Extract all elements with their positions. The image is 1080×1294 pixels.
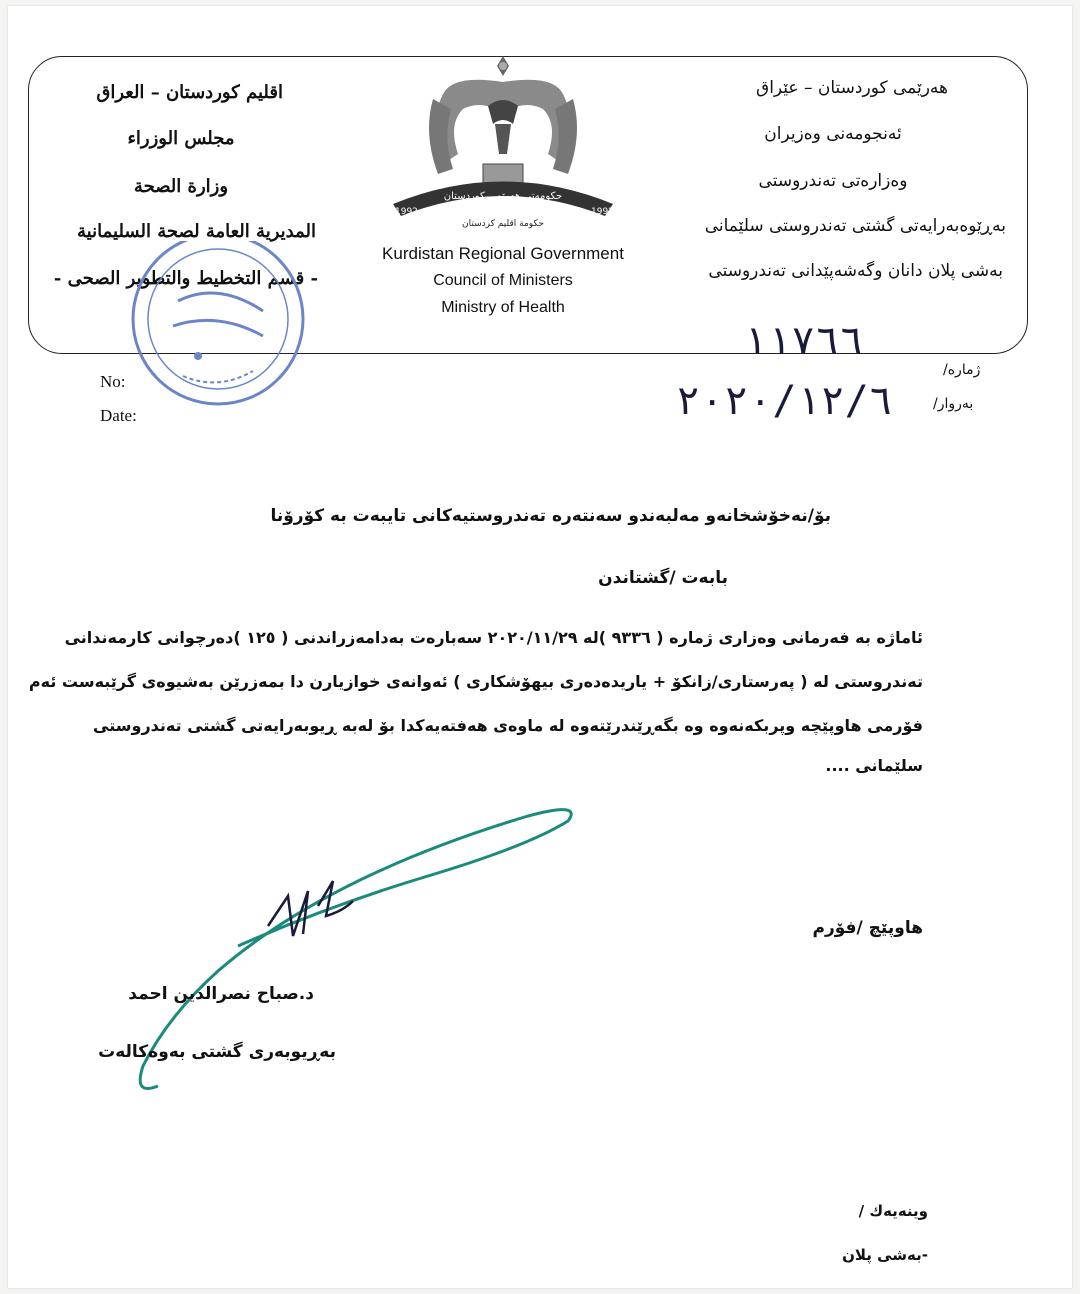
kurdish-region: هەرێمی كوردستان – عێراق	[756, 78, 948, 98]
handwritten-date: ٢٠٢٠/١٢/٦	[676, 378, 893, 424]
no-label: No:	[100, 372, 126, 391]
kurdish-ministry: وەزارەتی تەندروستی	[758, 171, 908, 191]
signatory-title: بەڕیوبەری گشتی بەوەكالەت	[98, 1042, 336, 1062]
circular-official-stamp-icon	[123, 241, 323, 421]
date-label-kurdish: بەروار/	[933, 396, 974, 412]
body-line-4: سلێمانی ....	[825, 756, 923, 775]
kurdish-directorate: بەڕێوەبەرایەتی گشتی تەندروستی سلێمانی	[704, 216, 1006, 236]
arabic-ministry: وزارة الصحة	[133, 176, 229, 197]
english-council: Council of Ministers	[433, 272, 573, 289]
copies-label: وینەیەك /	[858, 1202, 928, 1220]
emblem-text-bottom: حكومة اقليم كردستان	[462, 219, 544, 229]
date-label: Date:	[100, 406, 137, 425]
document-page	[8, 6, 1072, 1288]
kurdish-department: بەشی پلان دانان وگەشەپێدانی تەندروستی	[708, 261, 1003, 281]
letter-recipient: بۆ/نەخۆشخانەو مەلبەندو سەنتەرە تەندروستیەكانی تایبەت بە كۆرۆنا	[270, 506, 831, 526]
arabic-council: مجلس الوزراء	[127, 128, 235, 149]
arabic-region: اقليم كوردستان – العراق	[96, 82, 283, 103]
english-government: Kurdistan Regional Government	[382, 244, 624, 263]
handwritten-number: ١١٧٦٦	[743, 318, 864, 364]
signatory-name: د.صباح نصرالدين احمد	[128, 984, 314, 1004]
arabic-department: - قسم التخطيط والتطوير الصحى -	[53, 268, 318, 289]
body-line-3: فۆرمی هاوپێچە وپربكەنەوە وە بگەڕێندرێتەوە لە ماوەی هەفتەیەكدا بۆ لەبە ڕیوبەرایەتی گشتی تەندروستی	[93, 716, 923, 735]
attachment-line: هاوپێچ /فۆرم	[812, 918, 923, 938]
krg-eagle-emblem-icon	[373, 54, 633, 234]
body-line-2: تەندروستی لە ( پەرستاری/زانكۆ + یاریدەدەری بیهۆشكاری ) ئەوانەی خوازیارن دا بمەزرێن بەشیوەی گرێبەست ئەم	[28, 672, 923, 691]
english-ministry: Ministry of Health	[441, 299, 565, 316]
body-line-1: ئاماژە بە فەرمانی وەزاری ژمارە ( ٩٣٣٦ )لە ٢٠٢٠/١١/٢٩ سەبارەت بەدامەزراندنی ( ١٢٥ )دەرچوانی كارمەندانی	[64, 628, 923, 647]
emblem-text-top: حكومەتی هەرێمی كوردستان	[443, 191, 563, 202]
emblem-year-left: 1992	[395, 207, 418, 217]
letter-subject: بابەت /گشتاندن	[598, 568, 728, 588]
copies-item: -بەشی پلان	[842, 1246, 928, 1264]
number-label-kurdish: ژمارە/	[943, 362, 981, 378]
emblem-year-right: 1992	[591, 207, 614, 217]
kurdish-council: ئەنجومەنی وەزیران	[764, 124, 902, 144]
arabic-directorate: المديرية العامة لصحة السليمانية	[77, 221, 316, 242]
